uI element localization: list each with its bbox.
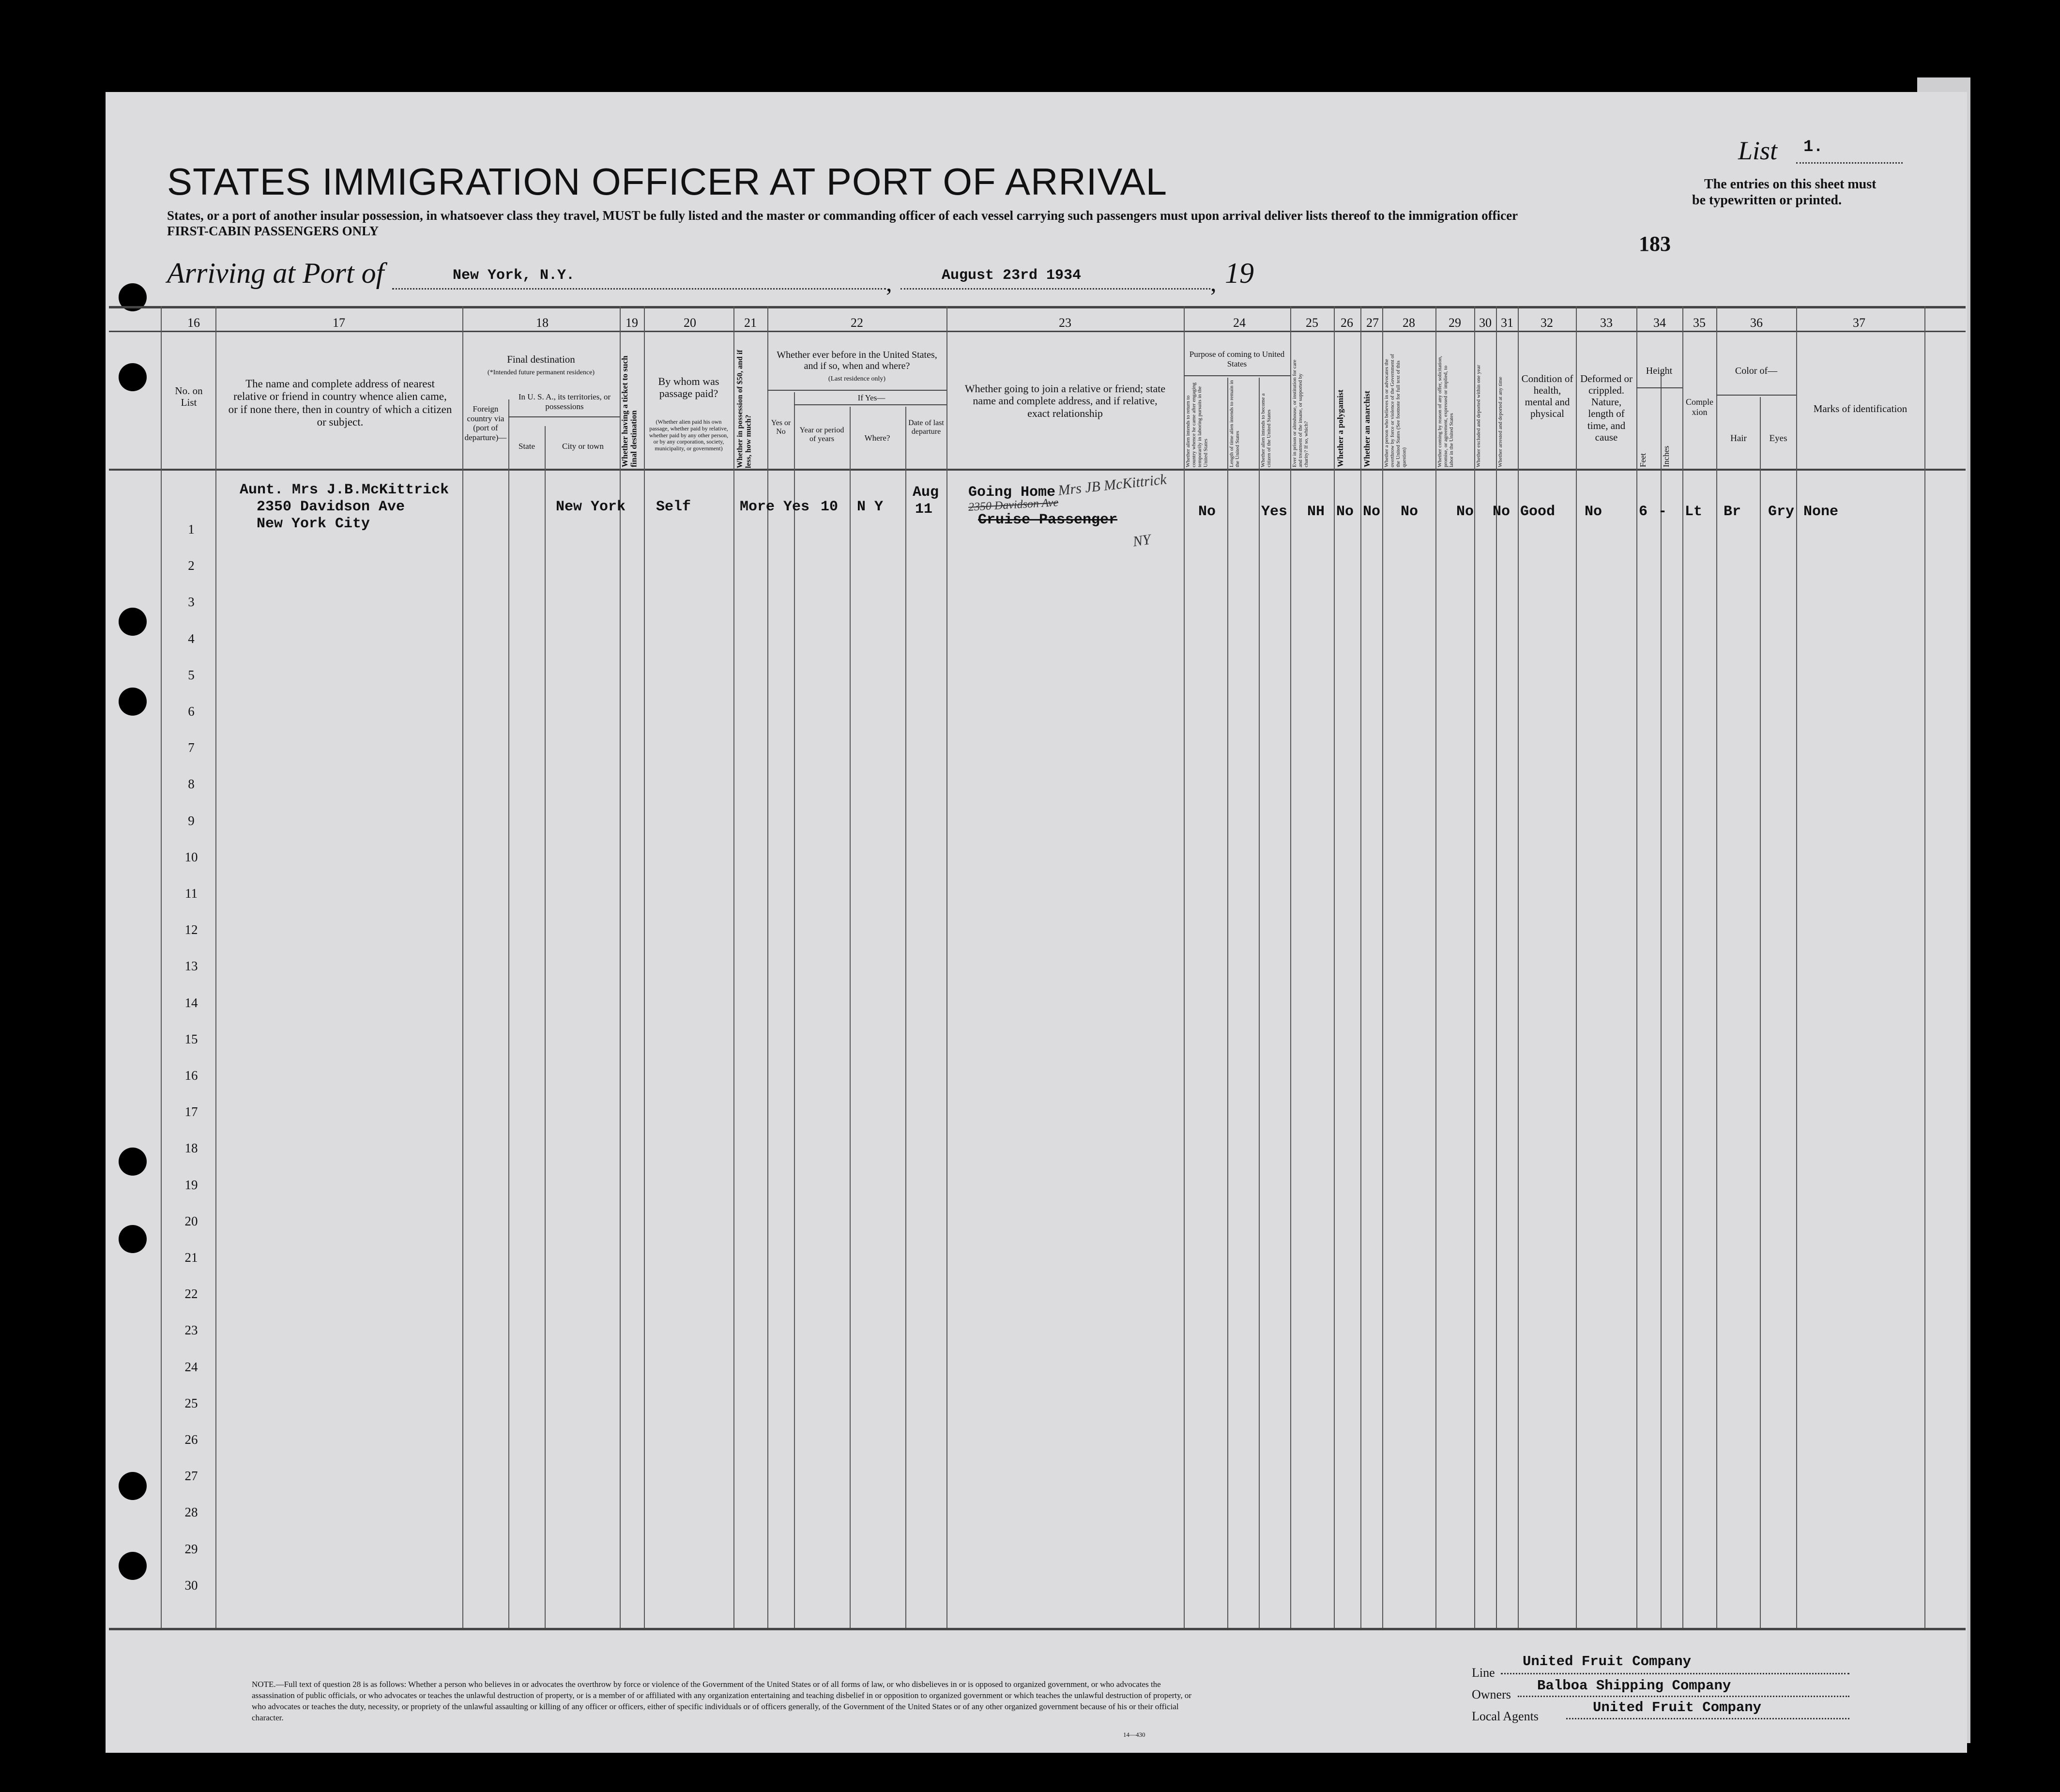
punch-hole [119,1225,147,1253]
column-rule [1796,306,1797,1628]
manifest-sheet [106,92,1967,1753]
row-number: 11 [185,886,198,901]
row-number: 10 [184,849,198,864]
page-title: STATES IMMIGRATION OFFICER AT PORT OF ARRIVAL [167,160,1168,203]
header-foreign-country: Foreign country via (port of departure)— [464,404,507,442]
subheader-rule [508,416,620,417]
column-rule [161,306,162,1628]
list-number: 1. [1803,138,1823,156]
row-number: 22 [184,1287,198,1302]
column-rule [733,306,734,1628]
column-rule [905,407,906,1628]
passage-paid-by: Self [656,499,691,515]
header-years: Year or period of years [799,426,844,444]
column-rule [1518,306,1519,1628]
row-number: 20 [184,1213,198,1228]
table-bottom-rule [109,1628,1966,1630]
header-passage-paid-note: (Whether alien paid his own passage, whether paid by relative, whether paid by any other person, or by any corporation, society, municipality, or government) [649,418,729,452]
header-city: City or town [562,442,604,451]
column-rule [850,407,851,1628]
header-polygamist: Whether a polygamist [1336,389,1345,467]
typewritten-note-1: The entries on this sheet must [1704,177,1877,192]
health: Good [1520,504,1556,520]
column-rule [1682,306,1683,1628]
port-underline [392,288,886,290]
header-money: Whether in possession of $50, and if less, how much? [736,350,753,468]
header-arrested: Whether arrested and deported at any time [1497,377,1503,467]
intends-citizen: Yes [1261,504,1288,520]
header-last-residence: (Last residence only) [828,375,886,383]
excluded: No [1493,504,1511,520]
column-rule [1661,373,1662,1628]
before-in-us: Yes [783,499,810,515]
destination-city: New York [556,499,626,515]
header-purpose-citizen: Whether alien intends to become a citizen of the United States [1260,393,1272,467]
header-final-destination-note: (*Intended future permanent residence) [487,369,595,376]
column-rule [1334,306,1335,1628]
row-number: 8 [188,777,195,792]
header-complexion: Complexion [1686,397,1713,417]
column-rule [1716,306,1717,1628]
column-number: 16 [187,316,200,330]
prison: NH [1307,504,1325,520]
header-last-departure: Date of last departure [908,419,944,436]
column-rule [215,306,216,1628]
relative-street: 2350 Davidson Ave [257,499,405,515]
row-number: 17 [184,1104,198,1119]
departure-month: Aug [913,484,939,501]
header-feet: Feet [1638,453,1648,467]
eye-color: Gry [1768,504,1795,520]
punch-hole [119,1472,147,1500]
punch-hole [119,688,147,716]
header-passage-paid: By whom was passage paid? [658,375,719,400]
column-number: 27 [1366,316,1379,330]
comma: , [886,269,892,296]
row-number: 4 [188,631,195,646]
height-feet: 6 [1639,504,1648,520]
row-number: 1 [188,522,195,536]
row-number: 30 [184,1578,198,1593]
row-number: 14 [184,995,198,1010]
subheader-rule [767,390,946,391]
header-prison: Ever in prison or almshouse, or institution for care and treatment of the insane, or supported by charity? If so, which? [1292,359,1310,467]
header-final-destination: Final destination [507,353,575,365]
column-rule [946,306,947,1628]
column-rule [545,426,546,1628]
punch-hole [119,1148,147,1176]
row-number: 16 [184,1068,198,1083]
owners-label: Owners [1472,1687,1511,1701]
agents-label: Local Agents [1472,1709,1539,1723]
column-number: 29 [1449,316,1461,330]
row-number: 12 [184,922,198,937]
identification-marks: None [1803,504,1839,520]
anarchist: No [1363,504,1381,520]
column-rule [508,399,509,1628]
line-label: Line [1472,1666,1495,1680]
deformed: No [1585,504,1602,520]
column-rule [462,306,463,1628]
header-no-on-list: No. on List [175,385,203,409]
row-number: 9 [188,813,195,828]
row-number: 24 [184,1359,198,1374]
header-joining-relative: Whether going to join a relative or friend; state name and complete address, and if relative, exact relationship [964,383,1166,419]
row-number: 15 [184,1031,198,1046]
table-top-rule [109,306,1966,308]
typewritten-note-2: be typewritten or printed. [1692,193,1842,208]
column-number: 24 [1233,316,1246,330]
owners-value: Balboa Shipping Company [1537,1678,1731,1694]
column-rule [1360,306,1361,1628]
row-number: 3 [188,595,195,610]
port-value: New York, N.Y. [453,267,575,284]
column-number: 28 [1403,316,1415,330]
row-number: 18 [184,1141,198,1156]
row-number: 28 [184,1505,198,1520]
table-header-rule [109,469,1966,471]
subheader-rule [1184,375,1290,376]
years-in-us: 10 [821,499,839,515]
relative-name: Aunt. Mrs J.B.McKittrick [240,482,449,498]
class-line: FIRST-CABIN PASSENGERS ONLY [167,224,379,238]
column-rule [1474,306,1475,1628]
header-labor-offer: Whether coming by reason of any offer, solicitation, promise, or agreement, expressed or implied, to labor in the United States [1437,356,1455,467]
row-number: 25 [184,1395,198,1410]
instruction-text: States, or a port of another insular possession, in whatsoever class they travel, MUST be fully listed and the master or commanding officer of each vessel carrying such passengers must upon arrival deliver lists thereof to the immigration officer [167,208,1518,223]
handwritten-name: Mrs JB McKittrick [1057,471,1168,499]
handwritten-address: 2350 Davidson Ave [968,496,1059,514]
column-number: 32 [1541,316,1553,330]
row-number: 2 [188,558,195,573]
punch-hole [119,363,147,391]
column-rule [1227,378,1228,1628]
year-prefix: 19 [1225,257,1254,289]
column-rule [1435,306,1436,1628]
comma: , [1210,269,1217,296]
column-rule [1924,306,1925,1628]
header-in-usa: In U. S. A., its territories, or possessions [518,392,611,411]
punch-hole [119,1552,147,1580]
row-number: 29 [184,1541,198,1556]
header-excluded: Whether excluded and deported within one year [1476,365,1481,467]
column-number: 33 [1600,316,1613,330]
header-where: Where? [864,433,890,443]
header-yes-no: Yes or No [771,419,791,436]
row-number: 26 [184,1432,198,1447]
handwritten-city: NY [1131,531,1152,550]
header-anarchist: Whether an anarchist [1362,390,1372,467]
column-rule [794,392,795,1628]
column-rule [1760,397,1761,1628]
header-purpose: Purpose of coming to United States [1189,350,1285,368]
date-underline [900,288,1210,290]
row-number: 13 [184,959,198,974]
row-number: 21 [184,1250,198,1265]
column-number: 25 [1306,316,1318,330]
header-relative-address: The name and complete address of nearest relative or friend in country whence alien came, or if none there, then in country of which a citizen or subject. [228,378,452,429]
column-number: 18 [536,316,549,330]
column-number: 22 [851,316,863,330]
header-deformed: Deformed or crippled. Nature, length of time, and cause [1580,373,1633,443]
departure-day: 11 [915,501,933,518]
column-rule [1184,306,1185,1628]
header-overthrow: Whether a person who believes in or advocates the overthrow by force or violence of the Government of the United States (See footnote for full text of this question) [1384,354,1407,467]
row-number: 23 [184,1323,198,1338]
list-label: List [1738,136,1778,165]
column-number: 31 [1501,316,1513,330]
complexion: Lt [1685,504,1703,520]
header-marks: Marks of identification [1813,403,1907,414]
subheader-rule [1716,395,1796,396]
column-number: 37 [1853,316,1865,330]
column-number: 34 [1653,316,1666,330]
list-underline [1796,162,1903,164]
column-number: 26 [1341,316,1353,330]
column-rule [644,306,645,1628]
polygamist: No [1336,504,1354,520]
row-number: 6 [188,704,195,719]
header-before-in-us: Whether ever before in the United States, and if so, when and where? [777,350,937,371]
column-number: 36 [1750,316,1763,330]
date-value: August 23rd 1934 [942,267,1082,284]
column-rule [1636,306,1637,1628]
header-ticket: Whether having a ticket to such final destination [620,355,639,467]
punch-hole [119,608,147,636]
header-inches: Inches [1662,445,1671,467]
header-purpose-return: Whether alien intends to return to country whence he came after engaging temporarily in laboring pursuits in the United States [1185,383,1209,467]
agents-underline [1566,1718,1849,1719]
header-purpose-length: Length of time alien intends to remain in the United States [1229,380,1241,467]
overthrow: No [1401,504,1419,520]
arriving-label: Arriving at Port of [167,257,384,289]
agents-value: United Fruit Company [1593,1700,1762,1715]
cruise-passenger: Cruise Passenger [978,512,1118,528]
height-inches: - [1658,504,1667,520]
money-possession: More [740,499,775,515]
form-number: 14—430 [1123,1731,1145,1738]
page-number: 183 [1639,232,1671,256]
line-value: United Fruit Company [1523,1654,1692,1669]
column-number: 17 [333,316,345,330]
column-number: 35 [1693,316,1706,330]
column-number: 20 [684,316,696,330]
table-number-rule [109,331,1966,332]
column-rule [1382,306,1383,1628]
column-number: 23 [1059,316,1071,330]
line-underline [1501,1673,1849,1674]
row-number: 19 [184,1177,198,1192]
subheader-rule [794,404,946,405]
hair-color: Br [1724,504,1741,520]
column-number: 21 [744,316,757,330]
column-number: 19 [626,316,638,330]
row-number: 7 [188,740,195,755]
joining-status: Going Home [968,484,1056,501]
labor-offer: No [1456,504,1474,520]
owners-underline [1518,1696,1849,1697]
purpose-return: No [1198,504,1216,520]
header-eyes: Eyes [1769,433,1787,444]
header-color-of: Color of— [1735,366,1778,376]
column-rule [1576,306,1577,1628]
header-health: Condition of health, mental and physical [1521,373,1573,420]
row-number: 5 [188,667,195,682]
header-if-yes: If Yes— [857,393,885,402]
header-hair: Hair [1730,433,1747,444]
subheader-rule [1636,387,1682,388]
header-height: Height [1646,366,1673,376]
relative-city: New York City [257,516,370,532]
column-rule [1290,306,1291,1628]
header-state: State [519,442,535,451]
where-in-us: N Y [857,499,884,515]
row-number: 27 [184,1469,198,1484]
column-rule [1259,378,1260,1628]
column-number: 30 [1479,316,1492,330]
question-28-footnote: NOTE.—Full text of question 28 is as follows: Whether a person who believes in or advocates the overthrow by force or violence of the Government of the United States or of all forms of law, or who disbelieves in or is opposed to organized government, or who advocates the assassination of public officials, or who advocates or teaches the unlawful destruction of property, or is a member of or affiliated with any organization entertaining and teaching disbelief in or opposition to organized government or which teaches the unlawful destruction of property, or who advocates or teaches the duty, necessity, or propriety of the unlawful assaulting or killing of any officer or officers, either of specific individuals or of officers generally, of the Government of the United States or of any other organized government because of his or their official character. [252,1680,1192,1722]
